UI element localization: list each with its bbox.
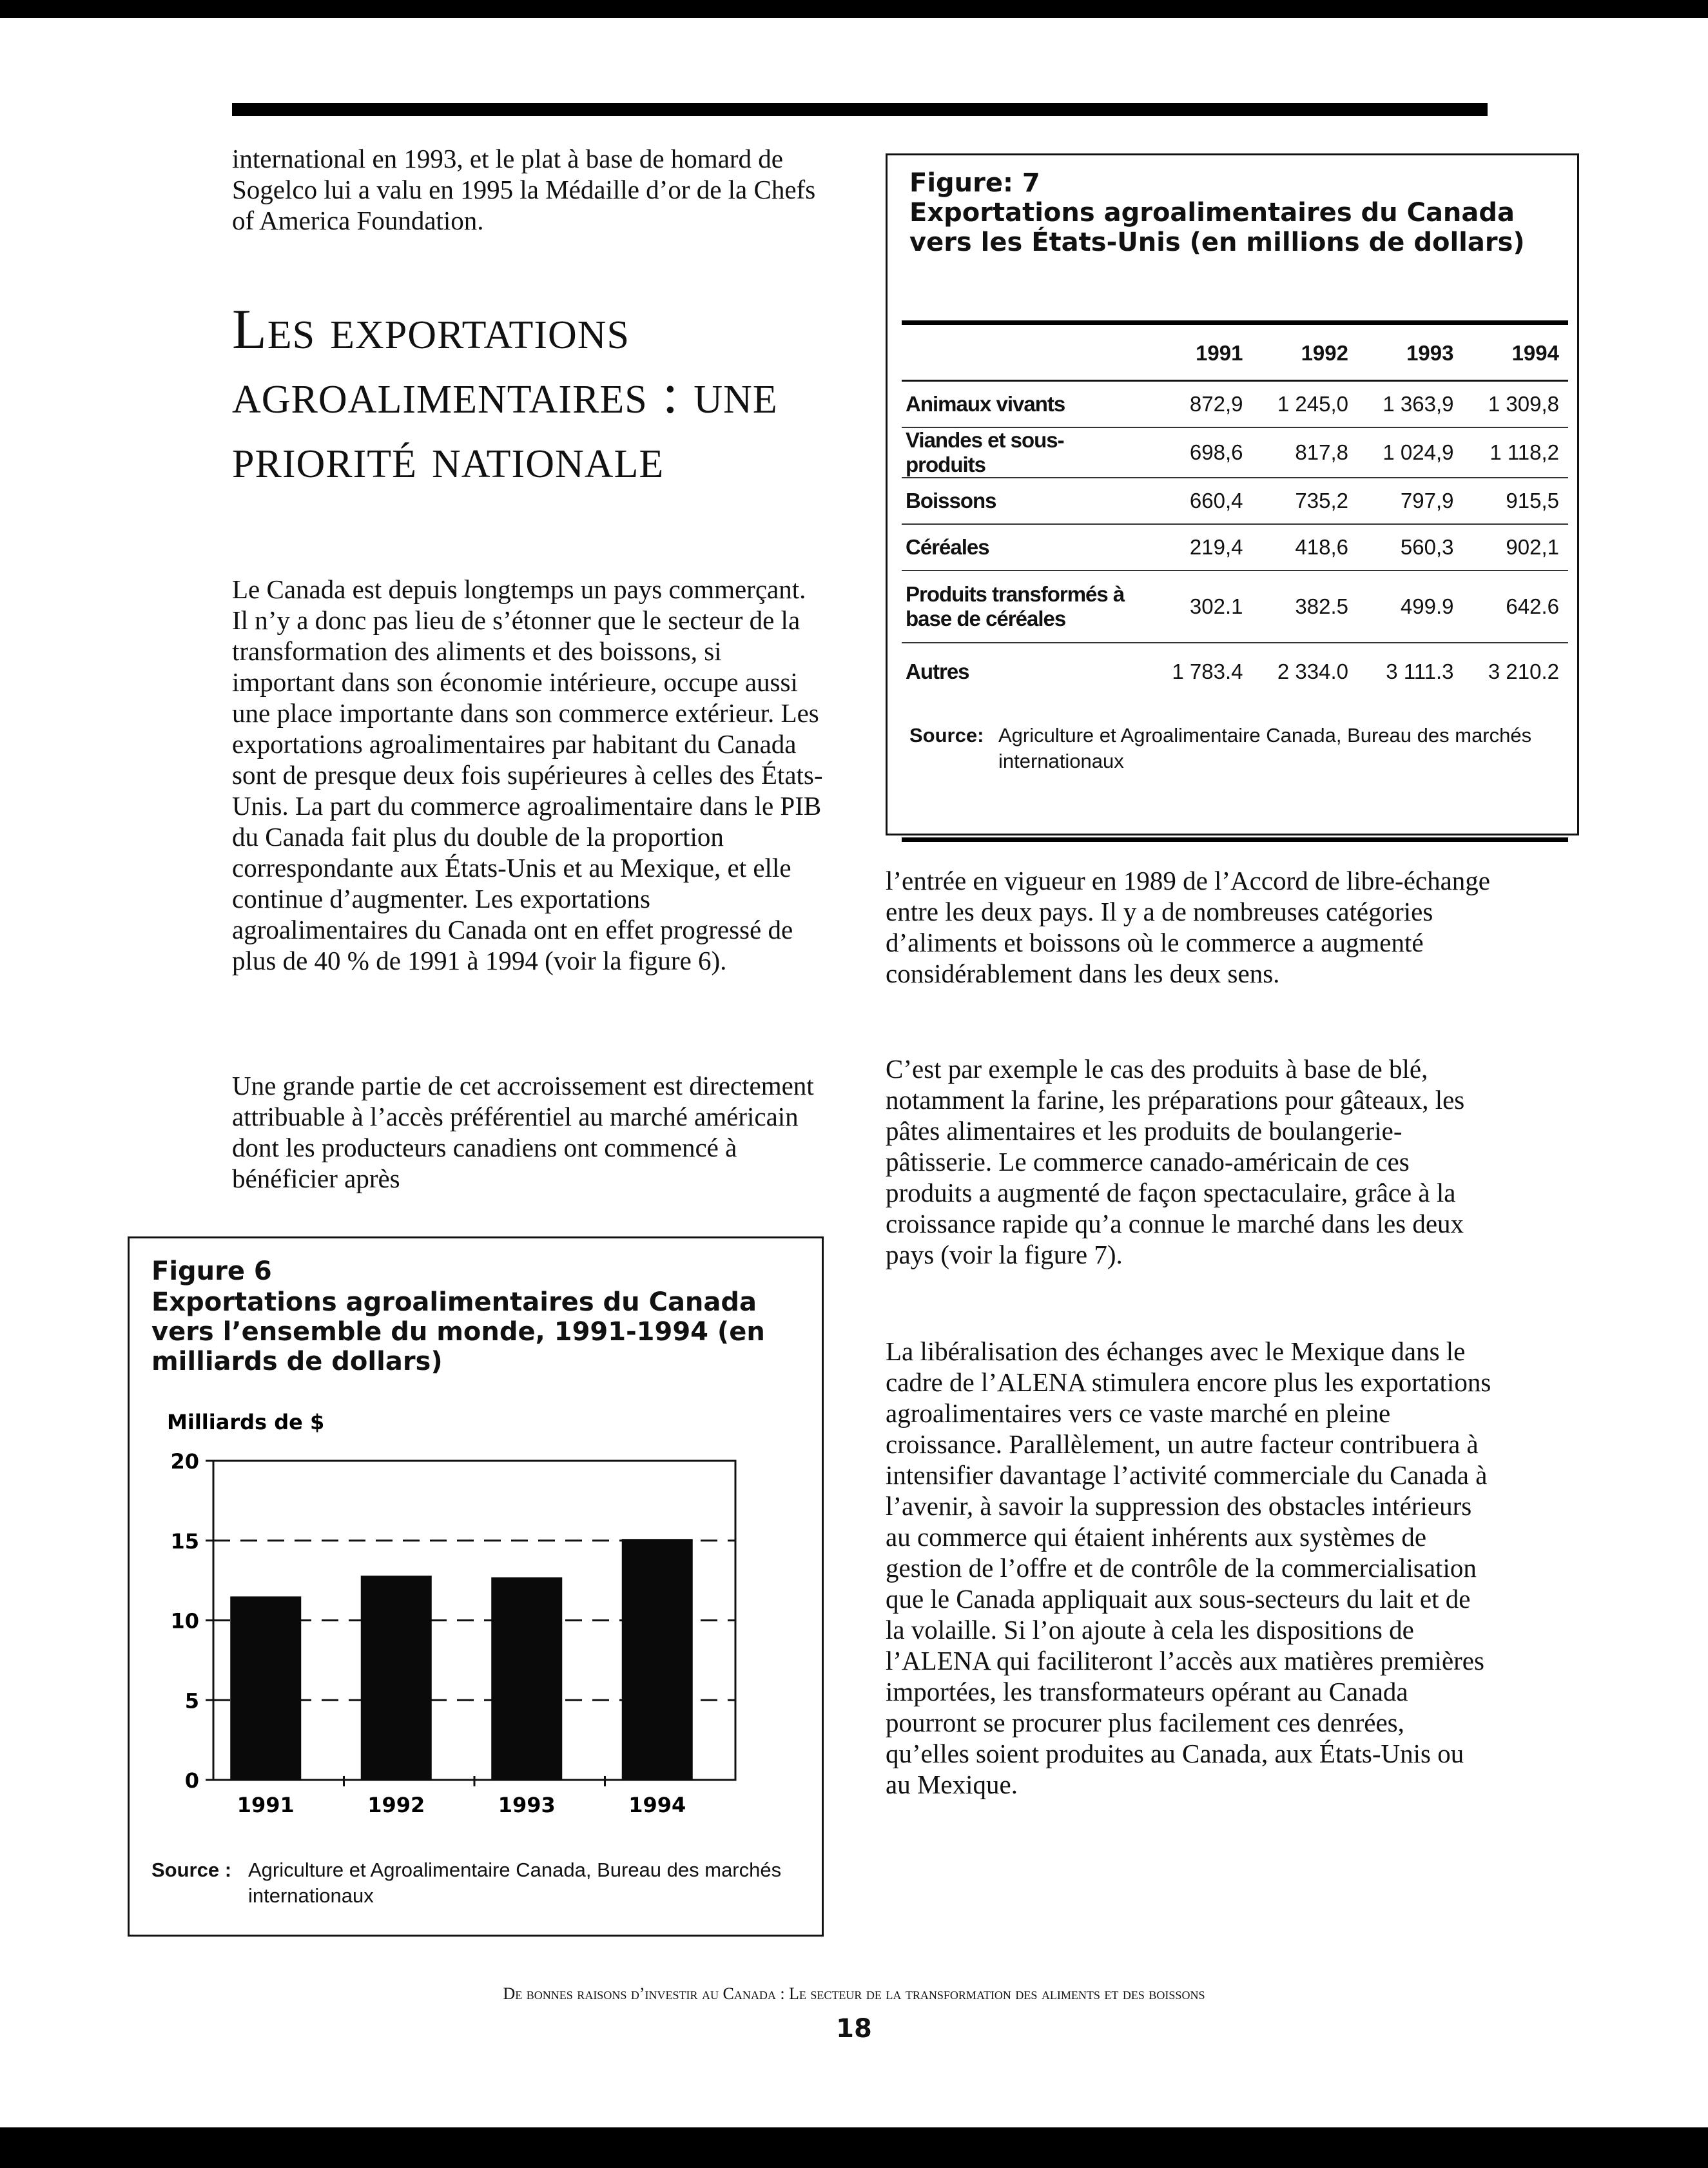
table-cell: 797,9: [1357, 478, 1463, 524]
y-tick-label: 0: [184, 1768, 199, 1793]
y-tick-label: 10: [170, 1608, 199, 1634]
row-label: Viandes et sous-produits: [902, 427, 1147, 478]
table-header-blank: [902, 319, 1147, 381]
table-cell: 3 111.3: [1386, 659, 1454, 683]
row-label: Produits transformés à base de céréales: [902, 571, 1147, 643]
figure-7: [886, 153, 1579, 835]
table-cell: 915,5: [1463, 478, 1569, 524]
row-label: Autres: [906, 659, 969, 683]
exports-table: [902, 319, 1568, 700]
table-row: [902, 571, 1568, 643]
table-cell: 1 245,0: [1252, 381, 1358, 428]
table-cell: 418,6: [1252, 524, 1358, 571]
row-label: Animaux vivants: [902, 381, 1147, 428]
figure-7-title: Exportations agroalimentaires du Canada vers les États-Unis (en millions de dollars): [909, 198, 1525, 257]
bar-chart: [130, 1238, 826, 1857]
bar: [622, 1539, 693, 1780]
x-tick-label: 1994: [628, 1793, 686, 1817]
body-paragraph-5: La libéralisation des échanges avec le Mexique dans le cadre de l’ALENA stimulera encore plus les exportations agroalimentaires vers ce vaste marché en pleine croissance. Parallèlement, un autre facteur contribuera à intensifier davantage l’activité commerciale du Canada à l’avenir, à savoir la suppression des obstacles intérieurs au commerce qui étaient inhérents aux systèmes de gestion de l’offre et de contrôle de la commercialisation que le Canada appliquait aux sous-secteurs du lait et de la volaille. Si l’on ajoute à cela les dispositions de l’ALENA qui faciliteront l’accès aux matières premières importées, les transformateurs opérant au Canada pourront se procurer plus facilement ces denrées, qu’elles soient produites au Canada, aux États-Unis ou au Mexique.: [886, 1336, 1491, 1799]
figure-6-source-text: Agriculture et Agroalimentaire Canada, Bureau des marchés internationaux: [248, 1859, 782, 1907]
y-tick-label: 20: [170, 1449, 199, 1474]
table-header-row: [902, 319, 1568, 381]
body-paragraph-1: Le Canada est depuis longtemps un pays commerçant. Il n’y a donc pas lieu de s’étonner que le secteur de la transformation des aliments et des boissons, si important dans son économie intérieure, occupe aussi une place importante dans son commerce extérieur. Les exportations agroalimentaires par habitant du Canada sont de presque deux fois supérieures à celles des États-Unis. La part du commerce agroalimentaire dans le PIB du Canada fait plus du double de la proportion correspondante aux États-Unis et au Mexique, et elle continue d’augmenter. Les exportations agroalimentaires du Canada ont en effet progressé de plus de 40 % de 1991 à 1994 (voir la figure 6).: [232, 574, 823, 975]
figure-6-source: [151, 1857, 809, 1909]
bar: [230, 1596, 301, 1780]
figure-7-source-label: Source:: [909, 724, 984, 747]
body-paragraph-4: C’est par exemple le cas des produits à base de blé, notamment la farine, les préparations pour gâteaux, les pâtes alimentaires et les produits de boulangerie-pâtisserie. Le commerce canado-américain de ces produits a augmenté de façon spectaculaire, grâce à la croissance rapide qu’a connue le marché dans les deux pays (voir la figure 7).: [886, 1054, 1465, 1269]
table-header-year: 1994: [1463, 319, 1569, 381]
table-cell: 660,4: [1147, 478, 1252, 524]
y-axis-label: Milliards de $: [167, 1410, 325, 1434]
bar: [491, 1577, 562, 1780]
figure-6: [128, 1236, 824, 1937]
table-row: [902, 381, 1568, 428]
table-row: [902, 524, 1568, 571]
y-tick-label: 5: [184, 1688, 199, 1714]
table-cell: 642.6: [1463, 571, 1569, 643]
table-cell: 872,9: [1147, 381, 1252, 428]
table-header-year: 1991: [1147, 319, 1252, 381]
table-cell: 735,2: [1252, 478, 1358, 524]
table-cell: 1 783.4: [1172, 659, 1243, 683]
table-row: [902, 478, 1568, 524]
table-rule-bottom: [902, 837, 1568, 842]
table-row: [902, 427, 1568, 478]
figure-7-label: Figure: 7: [909, 168, 1040, 198]
table-cell: 817,8: [1252, 427, 1358, 478]
row-label: Boissons: [902, 478, 1147, 524]
body-paragraph-2: Une grande partie de cet accroissement est directement attribuable à l’accès préférentiel au marché américain dont les producteurs canadiens ont commencé à bénéficier après: [232, 1071, 814, 1193]
table-cell: 499.9: [1357, 571, 1463, 643]
page-number: 18: [836, 2014, 872, 2044]
table-cell: 382.5: [1252, 571, 1358, 643]
table-cell: 1 363,9: [1357, 381, 1463, 428]
table-cell: 698,6: [1147, 427, 1252, 478]
table-row: [902, 643, 1568, 700]
table-header-year: 1993: [1357, 319, 1463, 381]
x-tick-label: 1991: [237, 1793, 295, 1817]
scan-border-top: [0, 0, 1708, 18]
bar: [361, 1576, 432, 1780]
table-cell: 902,1: [1463, 524, 1569, 571]
section-heading: Les exportations agroalimentaires : une priorité nationale: [232, 298, 778, 490]
running-footer: De bonnes raisons d’investir au Canada : Le secteur de la transformation des aliments et des boissons: [503, 1984, 1205, 2003]
table-cell: 3 210.2: [1488, 659, 1559, 683]
header-rule: [232, 103, 1488, 116]
figure-6-title: Exportations agroalimentaires du Canada vers l’ensemble du monde, 1991-1994 (en milliards de dollars): [151, 1287, 765, 1376]
intro-paragraph: international en 1993, et le plat à base de homard de Sogelco lui a valu en 1995 la Médaille d’or de la Chefs of America Foundation.: [232, 144, 816, 235]
row-label: Céréales: [902, 524, 1147, 571]
body-paragraph-3: l’entrée en vigueur en 1989 de l’Accord de libre-échange entre les deux pays. Il y a de nombreuses catégories d’aliments et boissons où le commerce a augmenté considérablement dans les deux sens.: [886, 866, 1490, 988]
figure-6-source-label: Source :: [151, 1859, 232, 1881]
table-header-year: 1992: [1252, 319, 1358, 381]
table-cell: 1 118,2: [1463, 427, 1569, 478]
table-cell: 302.1: [1147, 571, 1252, 643]
scan-border-bottom: [0, 2127, 1708, 2168]
x-tick-label: 1993: [498, 1793, 556, 1817]
figure-6-label: Figure 6: [151, 1256, 272, 1286]
table-cell: 560,3: [1357, 524, 1463, 571]
x-tick-label: 1992: [367, 1793, 425, 1817]
table-cell: 219,4: [1147, 524, 1252, 571]
y-tick-label: 15: [170, 1528, 199, 1554]
table-cell: 1 309,8: [1463, 381, 1569, 428]
table-cell: 1 024,9: [1357, 427, 1463, 478]
table-cell: 2 334.0: [1277, 659, 1348, 683]
figure-7-source: [909, 723, 1554, 774]
figure-7-source-text: Agriculture et Agroalimentaire Canada, Bureau des marchés internationaux: [998, 724, 1532, 772]
